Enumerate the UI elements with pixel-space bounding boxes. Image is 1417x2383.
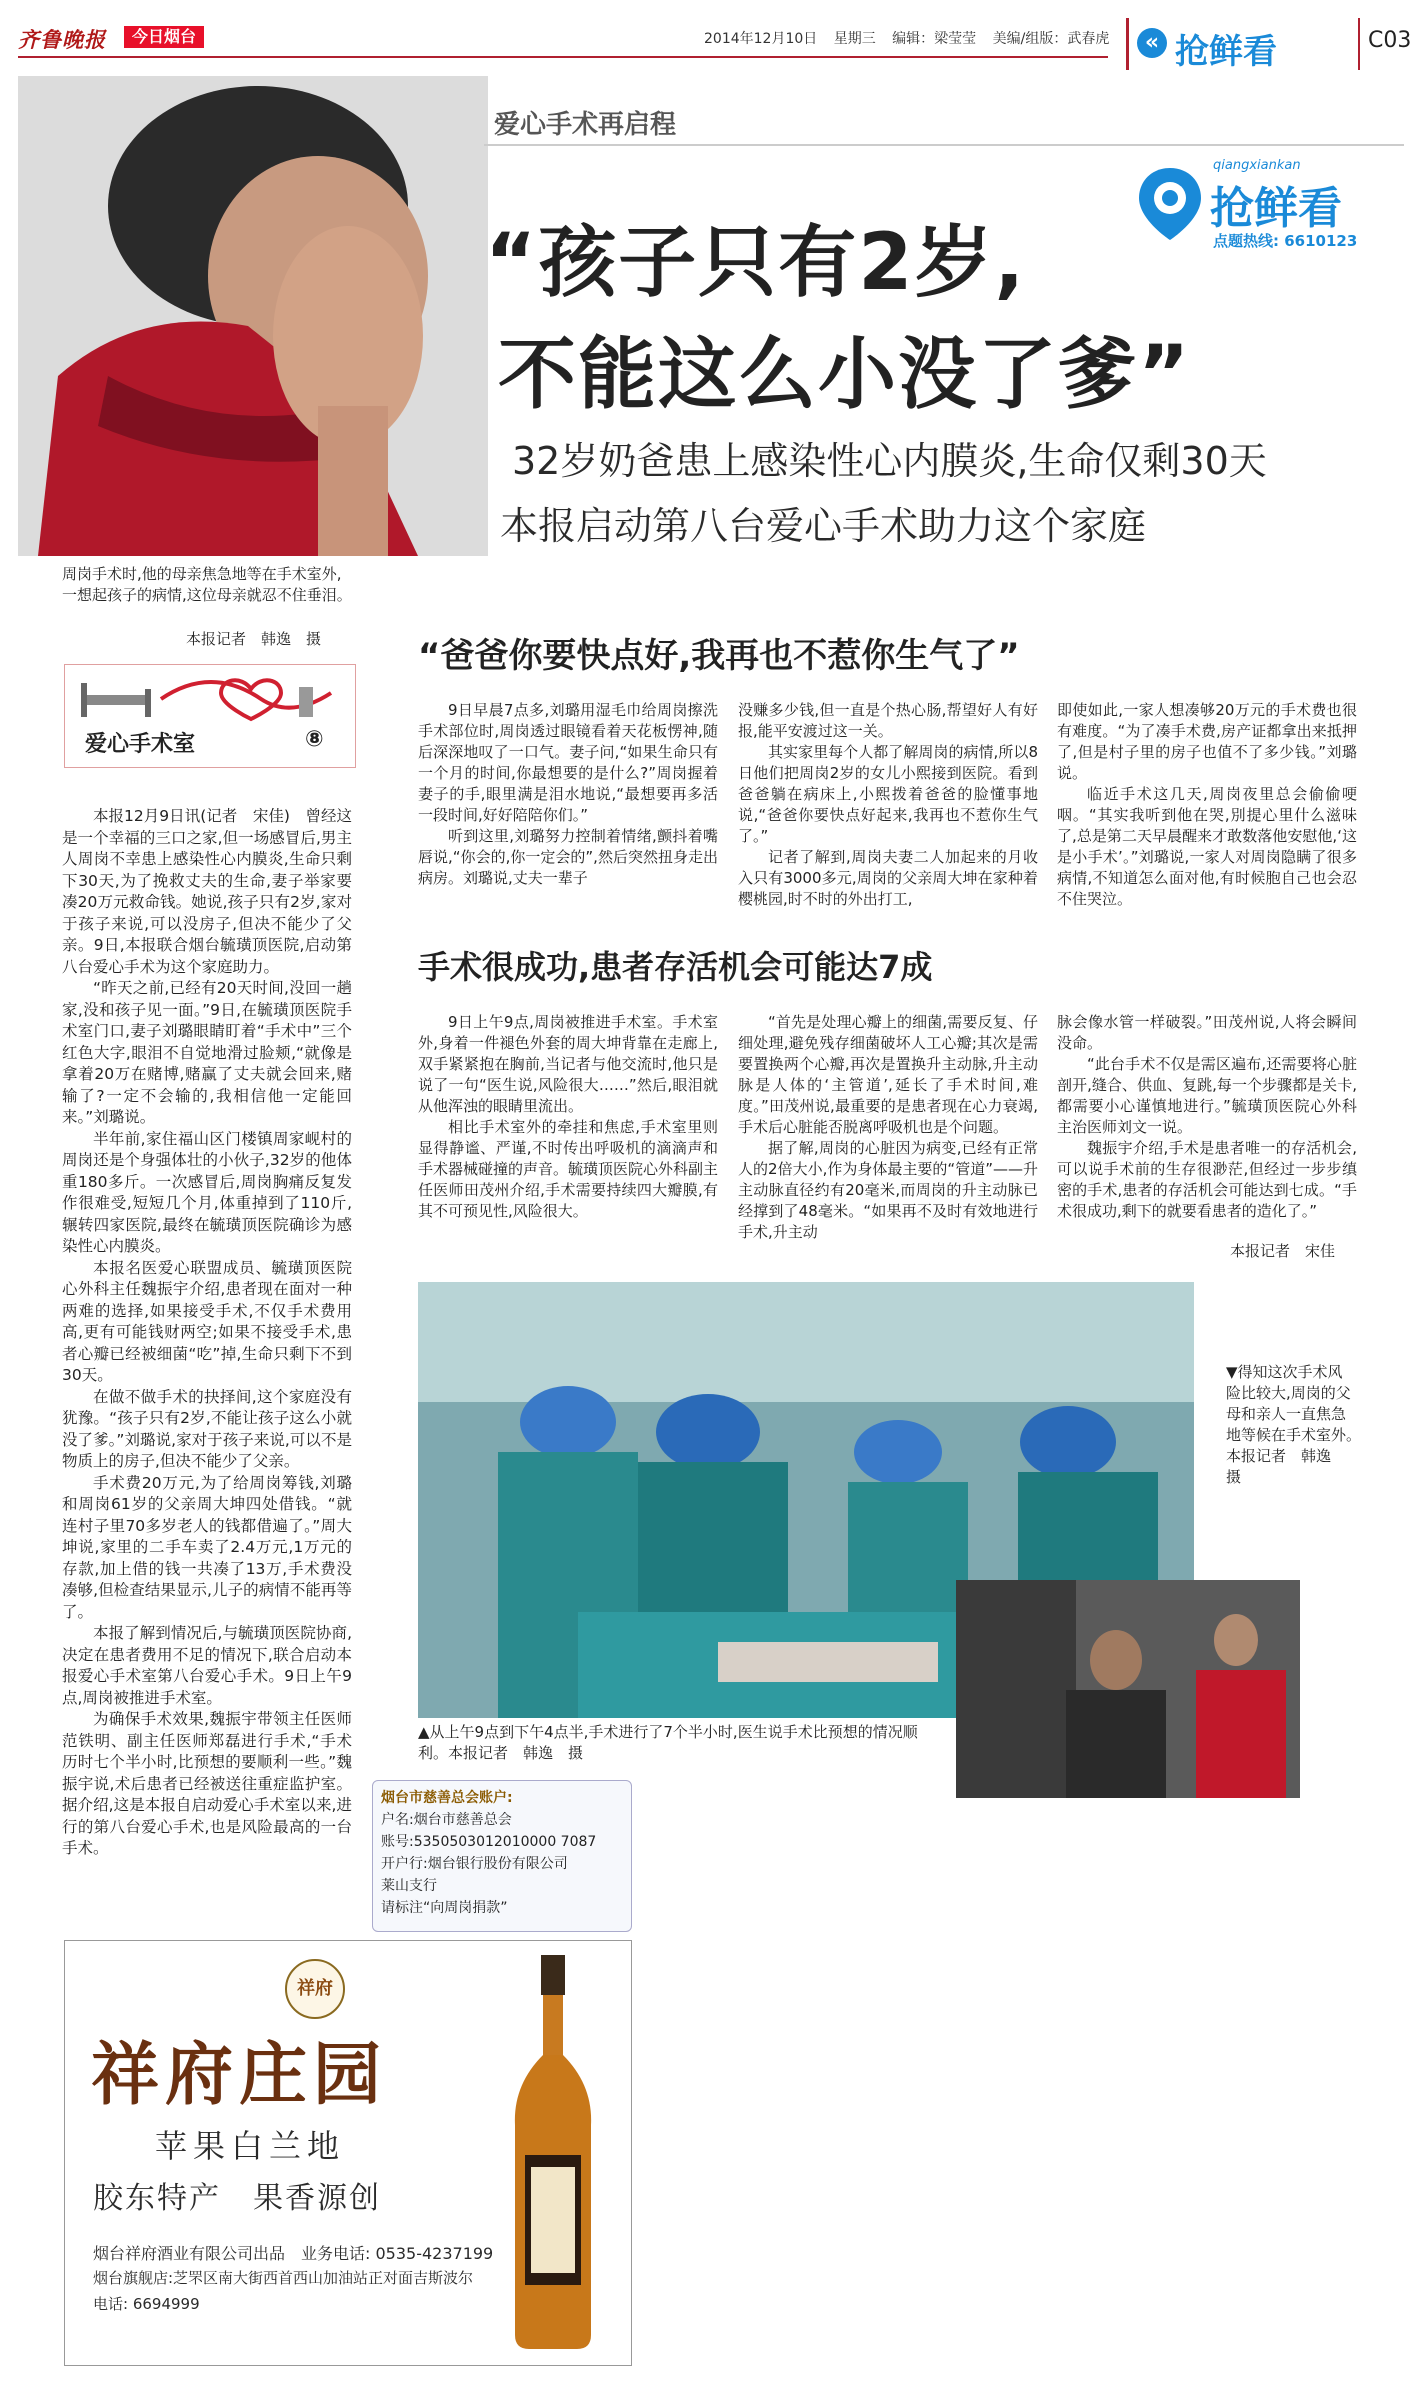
ad-store: 烟台旗舰店:芝罘区南大街西首西山加油站正对面吉斯波尔 [93, 2269, 474, 2287]
issue-info [704, 28, 1121, 48]
lead-paragraph: 本报名医爱心联盟成员、毓璜顶医院心外科主任魏振宇介绍,患者现在面对一种两难的选择,如果接受手术,不仅手术费用高,更有可能钱财两空;如果不接受手术,患者心瓣已经被细菌“吃”掉,生命只剩下不到30天。 [62, 1258, 352, 1384]
section2-credit: 本报记者 宋佳 [1230, 1242, 1336, 1260]
issue-designer: 美编/组版：武春虎 [992, 31, 1110, 47]
donation-line: 开户行:烟台银行股份有限公司 [381, 1856, 568, 1872]
kicker: 爱心手术再启程 [494, 110, 677, 140]
section1-column3 [1057, 700, 1357, 910]
article-paragraph: 据了解,周岗的心脏因为病变,已经有正常人的2倍大小,作为身体最主要的“管道”——升主动脉直径约有20毫米,而周岗的升主动脉已经撑到了48毫米。“如果再不及时有效地进行手术,升主动 [738, 1139, 1038, 1241]
issue-date: 2014年12月10日 [704, 31, 818, 47]
ad-company: 烟台祥府酒业有限公司出品 业务电话: 0535-4237199 [93, 2244, 494, 2263]
donation-title: 烟台市慈善总会账户: [381, 1790, 513, 1806]
family-photo-illustration [956, 1580, 1300, 1798]
article-paragraph: 其实家里每个人都了解周岗的病情,所以8日他们把周岗2岁的女儿小熙接到医院。看到爸爸躺在病床上,小熙拨着爸爸的脸懂事地说,“爸爸你要快点好起来,我再也不惹你生气了。” [738, 743, 1038, 845]
lead-paragraph: 为确保手术效果,魏振宇带领主任医师范铁明、副主任医师郑磊进行手术,“手术历时七个半小时,比预想的要顺利一些。”魏振宇说,术后患者已经被送往重症监护室。据介绍,这是本报自启动爱心手术室以来,进行的第八台爱心手术,也是风险最高的一台手术。 [62, 1710, 352, 1857]
headline-line2: 不能这么小没了爹” [498, 330, 1192, 420]
article-paragraph: 听到这里,刘璐努力控制着情绪,颤抖着嘴唇说,“你会的,你一定会的”,然后突然扭身走出病房。刘璐说,丈夫一辈子 [418, 827, 718, 887]
lead-paragraph: 半年前,家住福山区门楼镇周家岘村的周岗还是个身强体壮的小伙子,32岁的他体重180多斤。一次感冒后,周岗胸痛反复发作很难受,短短几个月,体重掉到了110斤,辗转四家医院,最终在毓璜顶医院确诊为感染性心内膜炎。 [62, 1129, 352, 1255]
article-paragraph: 临近手术这几天,周岗夜里总会偷偷哽咽。“其实我听到他在哭,別提心里什么滋味了,总是第二天早晨醒来才敢数落他安慰他,‘这是小手术’。”刘璐说,一家人对周岗隐瞒了很多病情,不知道怎么面对他,有时候胞自己也会忍不住哭泣。 [1057, 785, 1357, 908]
subhead-line2: 本报启动第八台爱心手术助力这个家庭 [500, 504, 1147, 548]
article-paragraph: 9日早晨7点多,刘璐用湿毛巾给周岗擦洗手术部位时,周岗透过眼镜看着天花板愣神,随后深深地叹了一口气。妻子问,“如果生命只有一个月的时间,你最想要的是什么?”周岗握着妻子的手,眼里满是泪水地说,“最想要再多活一段时间,好好陪陪你们。” [418, 701, 718, 824]
section1-title: “爸爸你要快点好,我再也不惹你生气了” [418, 636, 1020, 676]
donation-line: 莱山支行 [381, 1878, 437, 1894]
masthead [18, 18, 1412, 72]
section2-column1 [418, 1012, 718, 1222]
page-divider [1358, 18, 1360, 70]
lead-paragraph: 本报12月9日讯(记者 宋佳) 曾经这是一个幸福的三口之家,但一场感冒后,男主人周岗不幸患上感染性心内膜炎,生命只剩下30天,为了挽救丈夫的生命,妻子举家要凑20万元救命钱。她说,孩子只有2岁,家对于孩子来说,可以没房子,但决不能少了父亲。9日,本报联合烟台毓璜顶医院,启动第八台爱心手术为这个家庭助力。 [62, 807, 352, 976]
series-logo [64, 664, 356, 768]
promo-name: 抢鲜看 [1210, 183, 1342, 234]
hospital-bed-heart-icon [71, 669, 347, 727]
lead-paragraph: 本报了解到情况后,与毓璜顶医院协商,决定在患者费用不足的情况下,联合启动本报爱心手术室第八台爱心手术。9日上午9点,周岗被推进手术室。 [62, 1624, 352, 1707]
ad-telephone: 电话: 6694999 [93, 2295, 200, 2313]
lead-paragraph: 在做不做手术的抉择间,这个家庭没有犹豫。“孩子只有2岁,不能让孩子这么小就没了爹。”刘璐说,家对于孩子来说,可以不是物质上的房子,但决不能少了父亲。 [62, 1387, 352, 1470]
newspaper-logo: 齐鲁晚报 [18, 27, 106, 52]
ad-brand: 祥府庄园 [91, 2035, 388, 2115]
article-paragraph: 相比手术室外的牵挂和焦虑,手术室里则显得静谧、严谨,不时传出呼吸机的滴滴声和手术器械碰撞的声音。毓璜顶医院心外科副主任医师田茂州介绍,手术需要持续四大瓣膜,有其不可预见性,风险很大。 [418, 1118, 719, 1220]
column-tag [1126, 18, 1354, 70]
mother-photo-caption: 周岗手术时,他的母亲焦急地等在手术室外,一想起孩子的病情,这位母亲就忍不住垂泪。 [62, 565, 352, 604]
brandy-advertisement [64, 1940, 632, 2366]
header-rule [18, 56, 1108, 58]
donation-info-box [372, 1780, 632, 1932]
article-paragraph: 即使如此,一家人想凑够20万元的手术费也很有难度。“为了凑手术费,房产证都拿出来抵押了,但是村子里的房子也值不了多少钱。”刘璐说。 [1057, 701, 1357, 782]
ad-product: 苹果白兰地 [155, 2127, 346, 2165]
donation-line: 请标注“向周岗捐款” [381, 1900, 508, 1916]
article-paragraph: 记者了解到,周岗夫妻二人加起来的月收入只有3000多元,周岗的父亲周大坤在家种着樱桃园,时不时的外出打工, [738, 848, 1038, 908]
promo-hotline: 点题热线: 6610123 [1213, 232, 1358, 250]
promo-pinyin: qiangxiankan [1213, 158, 1301, 173]
issue-editor: 编辑：梁莹莹 [892, 31, 977, 47]
family-waiting-photo [956, 1580, 1300, 1798]
subhead-line1: 32岁奶爸患上感染性心内膜炎,生命仅剩30天 [512, 439, 1267, 483]
section1-column1 [418, 700, 718, 889]
article-paragraph: 没赚多少钱,但一直是个热心肠,帮望好人有好报,能平安渡过这一关。 [738, 701, 1038, 740]
article-paragraph: “首先是处理心瓣上的细菌,需要反复、仔细处理,避免残存细菌破坏人工心瓣;其次是需要置换两个心瓣,再次是置换升主动脉,升主动脉是人体的‘主管道’,延长了手术时间,难度。”田茂州说,最重要的是患者现在心力衰竭,手术后心脏能否脱离呼吸机也是个问题。 [738, 1013, 1038, 1136]
section1-column2 [738, 700, 1038, 910]
donation-line: 户名:烟台市慈善总会 [381, 1812, 512, 1828]
section2-title: 手术很成功,患者存活机会可能达7成 [418, 948, 933, 986]
ad-seal-logo: 祥府 [285, 1959, 345, 2019]
brandy-bottle-image [503, 1955, 603, 2351]
mother-photo-credit: 本报记者 韩逸 摄 [186, 630, 322, 648]
series-title: 爱心手术室 [85, 732, 196, 757]
surgery-photo-caption: ▲从上午9点到下午4点半,手术进行了7个半小时,医生说手术比预想的情况顺利。本报记者 韩逸 摄 [418, 1723, 918, 1762]
section2-column3 [1057, 1012, 1357, 1222]
page-number: C03 [1368, 28, 1412, 53]
headline-line1: “孩子只有2岁, [485, 218, 1027, 308]
hero-photo-grieving-mother [18, 76, 488, 556]
section2-column2 [738, 1012, 1038, 1243]
lead-paragraph: 手术费20万元,为了给周岗筹钱,刘璐和周岗61岁的父亲周大坤四处借钱。“就连村子里70多岁老人的钱都借遍了。”周大坤说,家里的二手车卖了2.4万元,1万元的存款,加上借的钱一共凑了13万,手术费没凑够,但检查结果显示,儿子的病情不能再等了。 [62, 1473, 352, 1621]
ad-slogan: 胶东特产 果香源创 [93, 2181, 381, 2216]
double-chevron-icon: « [1137, 28, 1167, 58]
family-photo-caption: ▼得知这次手术风险比较大,周岗的父母和亲人一直焦急地等候在手术室外。 本报记者 韩逸 摄 [1226, 1363, 1369, 1486]
location-pin-icon [1135, 164, 1205, 244]
lead-paragraph: “昨天之前,已经有20天时间,没回一趟家,没和孩子见一面。”9日,在毓璜顶医院手术室门口,妻子刘璐眼睛盯着“手术中”三个红色大字,眼泪不自觉地滑过脸颊,“就像是拿着20万在赌博,赌赢了丈夫就会回来,赌输了?一定不会输的,我相信他一定能回来。”刘璐说。 [62, 979, 352, 1126]
article-paragraph: 9日上午9点,周岗被推进手术室。手术室外,身着一件褪色外套的周大坤背靠在走廊上,双手紧紧抱在胸前,当记者与他交流时,他只是说了一句“医生说,风险很大……”然后,眼泪就从他浑浊的眼睛里流出。 [418, 1013, 718, 1115]
promo-logo [1135, 152, 1383, 282]
kicker-rule [484, 144, 1404, 146]
section-badge: 今日烟台 [124, 26, 204, 48]
column-tag-label: 抢鲜看 [1175, 32, 1277, 72]
donation-line: 账号:5350503012010000 7087 [381, 1834, 597, 1850]
lead-article-column [62, 806, 352, 1860]
mother-photo-illustration [18, 76, 488, 556]
article-paragraph: 脉会像水管一样破裂。”田茂州说,人将会瞬间没命。 [1057, 1013, 1357, 1052]
issue-weekday: 星期三 [833, 31, 876, 47]
article-paragraph: “此台手术不仅是需区遍布,还需要将心脏剖开,缝合、供血、复跳,每一个步骤都是关卡,都需要小心谨慎地进行。”毓璜顶医院心外科主治医师刘文一说。 [1057, 1055, 1357, 1136]
series-number: ⑧ [305, 727, 324, 752]
article-paragraph: 魏振宇介绍,手术是患者唯一的存活机会,可以说手术前的生存很渺茫,但经过一步步缜密的手术,患者的存活机会可能达到七成。“手术很成功,剩下的就要看患者的造化了。” [1057, 1139, 1357, 1220]
